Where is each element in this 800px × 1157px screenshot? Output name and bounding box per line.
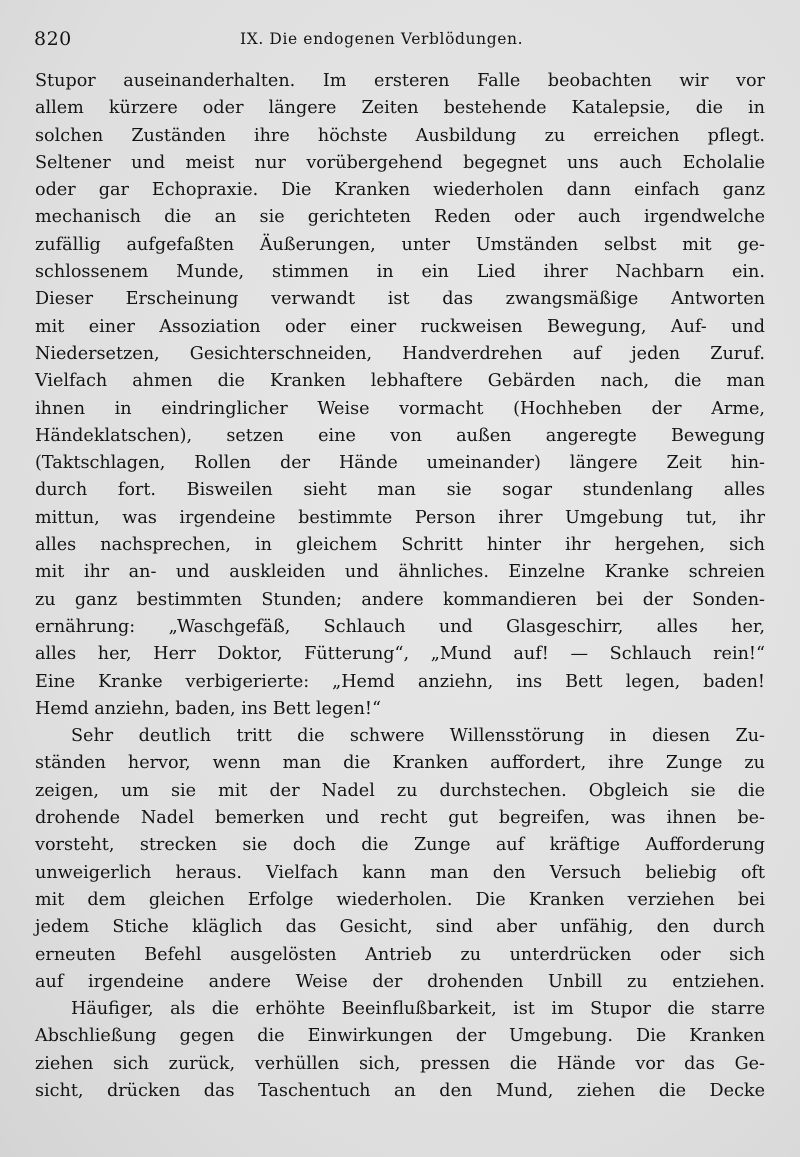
text-line: ständen hervor, wenn man die Kranken auffordert, ihre Zunge zu bbox=[35, 753, 765, 774]
text-line: alles her, Herr Doktor, Fütterung“, „Mund auf! — Schlauch rein!“ bbox=[35, 644, 765, 665]
text-line: oder gar Echopraxie. Die Kranken wiederholen dann einfach ganz bbox=[35, 180, 765, 201]
text-line: schlossenem Munde, stimmen in ein Lied ihrer Nachbarn ein. bbox=[35, 262, 765, 283]
text-line: mittun, was irgendeine bestimmte Person ihrer Umgebung tut, ihr bbox=[35, 507, 765, 528]
text-line: Häufiger, als die erhöhte Beeinflußbarkeit, ist im Stupor die starre bbox=[71, 999, 765, 1020]
text-line: zeigen, um sie mit der Nadel zu durchstechen. Obgleich sie die bbox=[35, 780, 765, 801]
text-line: Dieser Erscheinung verwandt ist das zwangsmäßige Antworten bbox=[35, 289, 765, 310]
text-line: Abschließung gegen die Einwirkungen der Umgebung. Die Kranken bbox=[35, 1026, 765, 1047]
text-line: jedem Stiche kläglich das Gesicht, sind aber unfähig, den durch bbox=[35, 917, 765, 938]
text-line: (Taktschlagen, Rollen der Hände umeinander) längere Zeit hin- bbox=[35, 453, 765, 474]
text-line: unweigerlich heraus. Vielfach kann man den Versuch beliebig oft bbox=[35, 862, 765, 883]
text-line: drohende Nadel bemerken und recht gut begreifen, was ihnen be- bbox=[35, 808, 765, 829]
text-line: ihnen in eindringlicher Weise vormacht (Hochheben der Arme, bbox=[35, 398, 765, 419]
text-line: Vielfach ahmen die Kranken lebhaftere Gebärden nach, die man bbox=[35, 371, 765, 392]
text-line: auf irgendeine andere Weise der drohenden Unbill zu entziehen. bbox=[35, 971, 765, 992]
body-text bbox=[35, 68, 765, 1105]
text-line: ziehen sich zurück, verhüllen sich, pressen die Hände vor das Ge- bbox=[35, 1053, 765, 1074]
text-line: Niedersetzen, Gesichterschneiden, Handverdrehen auf jeden Zuruf. bbox=[35, 343, 765, 364]
page-header bbox=[0, 28, 800, 58]
text-line: zu ganz bestimmten Stunden; andere kommandieren bei der Sonden- bbox=[35, 589, 765, 610]
text-line: alles nachsprechen, in gleichem Schritt hinter ihr hergehen, sich bbox=[35, 535, 765, 556]
text-line: sicht, drücken das Taschentuch an den Mund, ziehen die Decke bbox=[35, 1080, 765, 1101]
running-head: IX. Die endogenen Verblödungen. bbox=[240, 30, 524, 48]
text-line: Hemd anziehn, baden, ins Bett legen!“ bbox=[35, 698, 381, 719]
page-number: 820 bbox=[34, 28, 72, 50]
text-line: Händeklatschen), setzen eine von außen angeregte Bewegung bbox=[35, 425, 765, 446]
text-line: zufällig aufgefaßten Äußerungen, unter Umständen selbst mit ge- bbox=[35, 234, 765, 255]
text-line: mit einer Assoziation oder einer ruckweisen Bewegung, Auf- und bbox=[35, 316, 765, 337]
text-line: durch fort. Bisweilen sieht man sie sogar stundenlang alles bbox=[35, 480, 765, 501]
text-line: mechanisch die an sie gerichteten Reden oder auch irgendwelche bbox=[35, 207, 765, 228]
text-line: Seltener und meist nur vorübergehend begegnet uns auch Echolalie bbox=[35, 152, 765, 173]
text-line: allem kürzere oder längere Zeiten bestehende Katalepsie, die in bbox=[35, 98, 765, 119]
text-line: Eine Kranke verbigerierte: „Hemd anziehn, ins Bett legen, baden! bbox=[35, 671, 765, 692]
text-line: mit ihr an- und auskleiden und ähnliches. Einzelne Kranke schreien bbox=[35, 562, 765, 583]
text-line: vorsteht, strecken sie doch die Zunge auf kräftige Aufforderung bbox=[35, 835, 765, 856]
text-line: Sehr deutlich tritt die schwere Willensstörung in diesen Zu- bbox=[71, 726, 765, 747]
text-line: mit dem gleichen Erfolge wiederholen. Die Kranken verziehen bei bbox=[35, 889, 765, 910]
text-line: erneuten Befehl ausgelösten Antrieb zu unterdrücken oder sich bbox=[35, 944, 765, 965]
text-line: Stupor auseinanderhalten. Im ersteren Falle beobachten wir vor bbox=[35, 71, 765, 91]
text-line: ernährung: „Waschgefäß, Schlauch und Glasgeschirr, alles her, bbox=[35, 616, 765, 637]
text-line: solchen Zuständen ihre höchste Ausbildung zu erreichen pflegt. bbox=[35, 125, 765, 146]
